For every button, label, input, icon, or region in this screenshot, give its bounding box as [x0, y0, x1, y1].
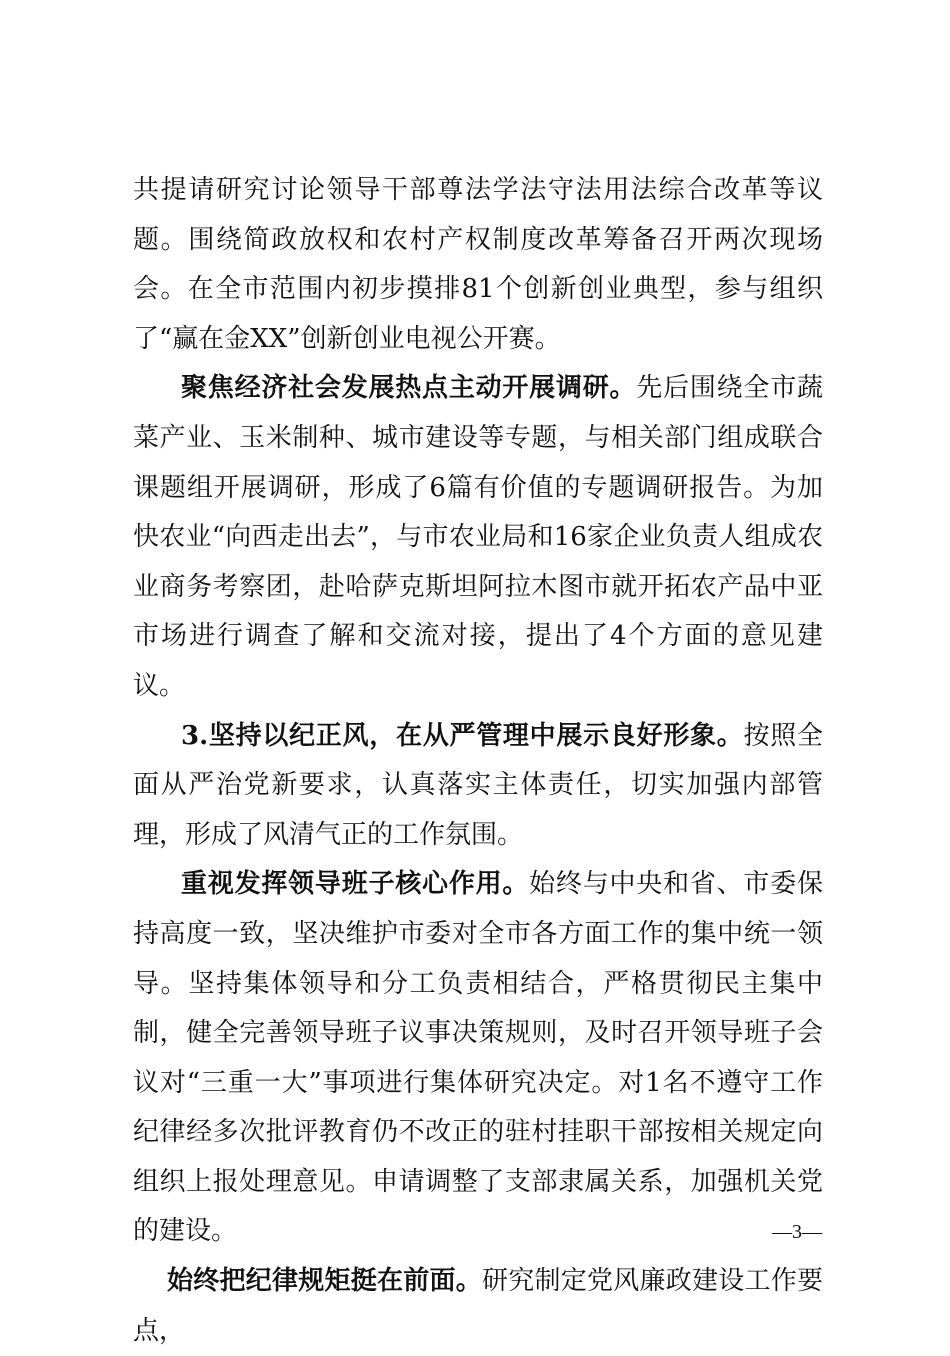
paragraph-lead: 重视发挥领导班子核心作用。: [181, 869, 530, 900]
paragraph-lead: 聚焦经济社会发展热点主动开展调研。: [181, 373, 637, 404]
paragraph-text: 共提请研究讨论领导干部尊法学法守法用法综合改革等议题。围绕简政放权和农村产权制度改革筹备召开两次现场会。在全市范围内初步摸排81个创新创业典型，参与组织了“赢在金XX”创新创业电视公开赛。: [133, 175, 823, 354]
paragraph-section-3: [133, 712, 823, 861]
paragraph-text: 按照全面从严治党新要求，认真落实主体责任，切实加强内部管理，形成了风清气正的工作氛围。: [133, 720, 823, 850]
page-number: —3—: [772, 1221, 822, 1243]
body-text: [133, 166, 823, 1356]
paragraph-discipline: [133, 1257, 823, 1356]
paragraph-research: [133, 364, 823, 711]
paragraph-lead: 3.坚持以纪正风，在从严管理中展示良好形象。: [181, 720, 744, 751]
paragraph-text: 始终与中央和省、市委保持高度一致，坚决维护市委对全市各方面工作的集中统一领导。坚持集体领导和分工负责相结合，严格贯彻民主集中制，健全完善领导班子议事决策规则，及时召开领导班子会议对“三重一大”事项进行集体研究决定。对1名不遵守工作纪律经多次批评教育仍不改正的驻村挂职干部按相关规定向组织上报处理意见。申请调整了支部隶属关系，加强机关党的建设。: [133, 869, 823, 1247]
paragraph-continuation: [133, 166, 823, 364]
paragraph-text: 先后围绕全市蔬菜产业、玉米制种、城市建设等专题，与相关部门组成联合课题组开展调研，形成了6篇有价值的专题调研报告。为加快农业“向西走出去”，与市农业局和16家企业负责人组成农业商务考察团，赴哈萨克斯坦阿拉木图市就开拓农产品中亚市场进行调查了解和交流对接，提出了4个方面的意见建议。: [133, 373, 823, 701]
paragraph-lead: 始终把纪律规矩挺在前面。: [167, 1266, 482, 1297]
paragraph-text: 研究制定党风廉政建设工作要点，: [133, 1266, 823, 1346]
paragraph-leadership: [133, 860, 823, 1257]
